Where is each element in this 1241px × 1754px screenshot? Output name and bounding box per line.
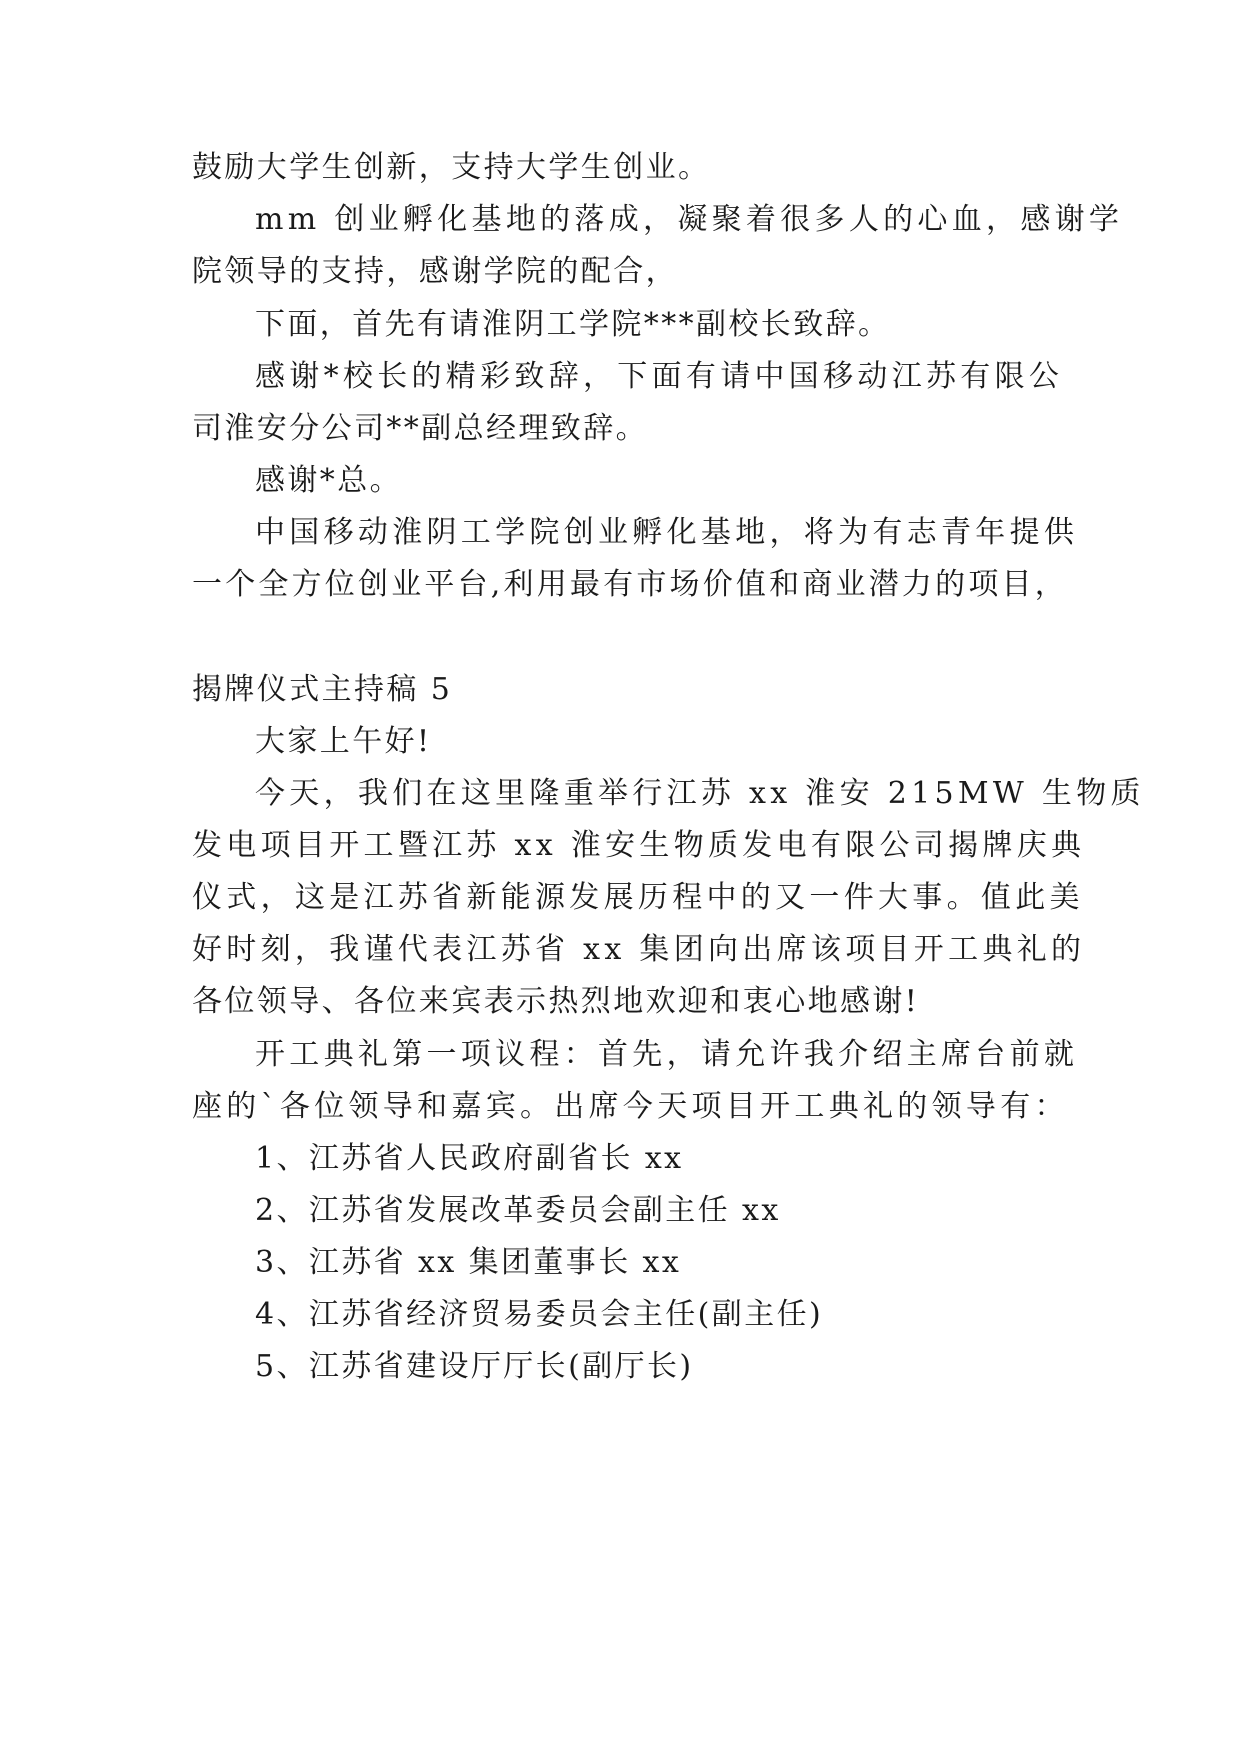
list-item: 2、江苏省发展改革委员会副主任 xx — [255, 1193, 781, 1228]
paragraph-line: 发电项目开工暨江苏 xx 淮安生物质发电有限公司揭牌庆典 — [192, 828, 1086, 863]
list-item: 1、江苏省人民政府副省长 xx — [255, 1141, 684, 1176]
paragraph-line: mm 创业孵化基地的落成，凝聚着很多人的心血，感谢学 — [255, 202, 1124, 237]
paragraph-line: 院领导的支持，感谢学院的配合， — [192, 254, 678, 289]
list-item: 3、江苏省 xx 集团董事长 xx — [255, 1245, 682, 1280]
paragraph-line: 好时刻，我谨代表江苏省 xx 集团向出席该项目开工典礼的 — [192, 932, 1086, 967]
section-title: 揭牌仪式主持稿 5 — [192, 672, 453, 707]
paragraph-line: 仪式，这是江苏省新能源发展历程中的又一件大事。值此美 — [192, 880, 1084, 915]
paragraph-line: 一个全方位创业平台,利用最有市场价值和商业潜力的项目， — [192, 567, 1068, 602]
paragraph-line: 下面，首先有请淮阴工学院***副校长致辞。 — [255, 307, 891, 342]
paragraph-line: 鼓励大学生创新，支持大学生创业。 — [192, 150, 711, 185]
paragraph-line: 各位领导、各位来宾表示热烈地欢迎和衷心地感谢! — [192, 984, 920, 1019]
paragraph-line: 开工典礼第一项议程：首先，请允许我介绍主席台前就 — [255, 1037, 1079, 1072]
paragraph-line: 大家上午好! — [255, 724, 432, 759]
paragraph-line: 感谢*总。 — [255, 463, 402, 498]
list-item: 4、江苏省经济贸易委员会主任(副主任) — [255, 1297, 824, 1332]
list-item: 5、江苏省建设厅厅长(副厅长) — [255, 1349, 694, 1384]
paragraph-line: 今天，我们在这里隆重举行江苏 xx 淮安 215MW 生物质 — [255, 776, 1145, 811]
paragraph-line: 中国移动淮阴工学院创业孵化基地，将为有志青年提供 — [255, 515, 1079, 550]
paragraph-line: 司淮安分公司**副总经理致辞。 — [192, 411, 648, 446]
paragraph-line: 座的`各位领导和嘉宾。出席今天项目开工典礼的领导有： — [192, 1089, 1069, 1124]
paragraph-line: 感谢*校长的精彩致辞，下面有请中国移动江苏有限公 — [255, 359, 1064, 394]
